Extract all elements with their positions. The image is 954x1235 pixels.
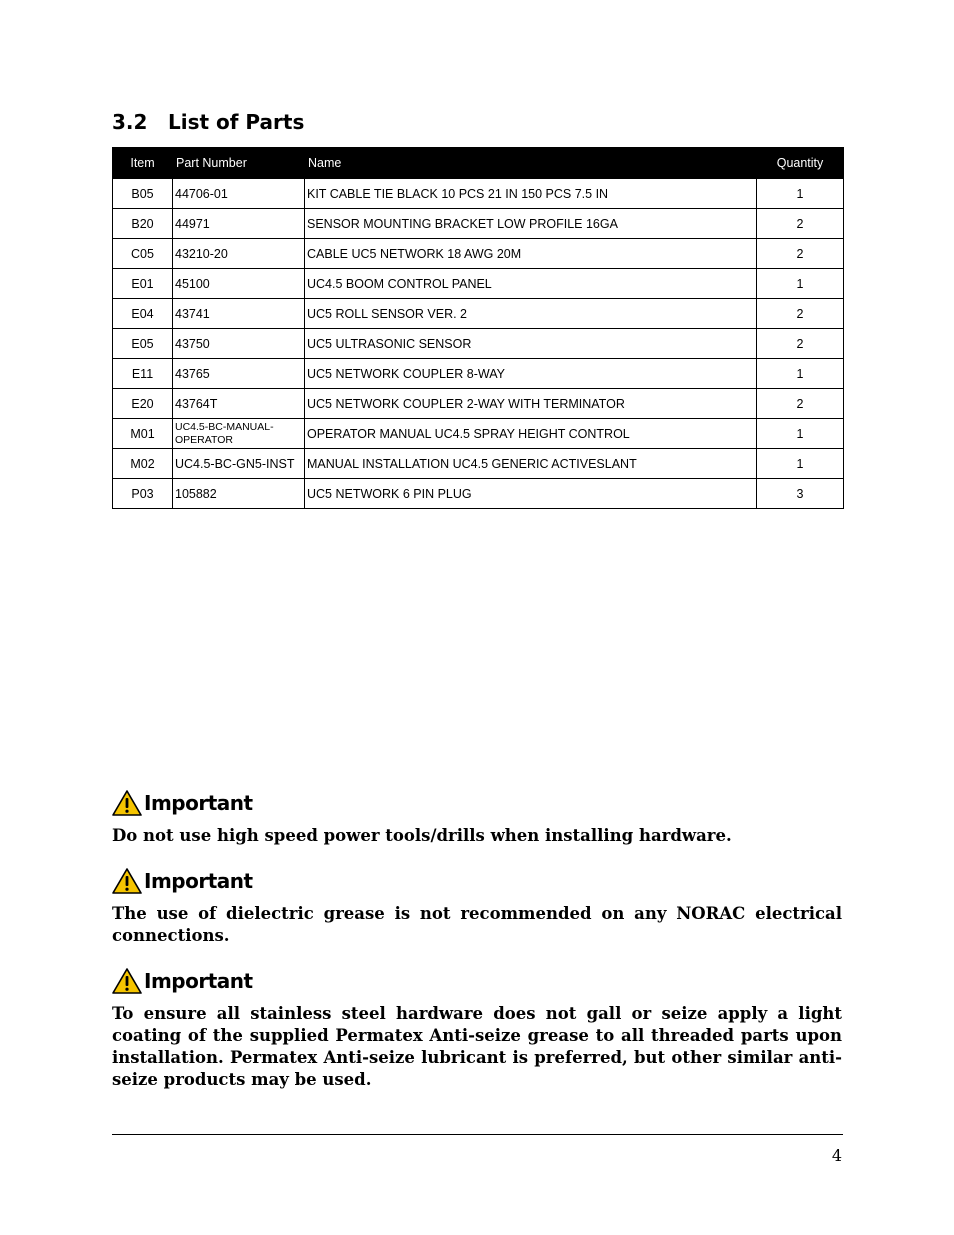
important-notice-1-text: Do not use high speed power tools/drills when installing hardware. [112, 826, 732, 845]
cell-quantity: 2 [757, 209, 844, 239]
cell-name: UC5 ROLL SENSOR VER. 2 [305, 299, 757, 329]
cell-item: P03 [113, 479, 173, 509]
cell-part-number: 105882 [173, 479, 305, 509]
cell-item: E20 [113, 389, 173, 419]
warning-icon [112, 967, 142, 995]
cell-part-number: 43210-20 [173, 239, 305, 269]
table-row [113, 179, 844, 209]
section-title: List of Parts [168, 110, 305, 134]
cell-quantity: 1 [757, 179, 844, 209]
cell-part-number: 43750 [173, 329, 305, 359]
table-row [113, 269, 844, 299]
cell-quantity: 2 [757, 389, 844, 419]
table-row [113, 359, 844, 389]
cell-name: SENSOR MOUNTING BRACKET LOW PROFILE 16GA [305, 209, 757, 239]
cell-name: UC5 ULTRASONIC SENSOR [305, 329, 757, 359]
cell-quantity: 1 [757, 269, 844, 299]
header-item: Item [113, 148, 173, 179]
cell-item: E01 [113, 269, 173, 299]
section-heading [112, 110, 304, 134]
header-part-number: Part Number [173, 148, 305, 179]
table-row [113, 329, 844, 359]
footer-rule [112, 1134, 843, 1135]
cell-item: B20 [113, 209, 173, 239]
cell-name: UC5 NETWORK COUPLER 8-WAY [305, 359, 757, 389]
warning-icon [112, 789, 142, 817]
important-label: Important [144, 969, 253, 993]
important-notice-1-header [112, 789, 253, 817]
header-name: Name [305, 148, 757, 179]
cell-quantity: 2 [757, 239, 844, 269]
cell-part-number: 44971 [173, 209, 305, 239]
cell-name: MANUAL INSTALLATION UC4.5 GENERIC ACTIVESLANT [305, 449, 757, 479]
cell-quantity: 3 [757, 479, 844, 509]
cell-item: B05 [113, 179, 173, 209]
warning-icon [112, 867, 142, 895]
cell-item: E04 [113, 299, 173, 329]
cell-quantity: 1 [757, 359, 844, 389]
cell-name: UC5 NETWORK 6 PIN PLUG [305, 479, 757, 509]
cell-name: UC5 NETWORK COUPLER 2-WAY WITH TERMINATOR [305, 389, 757, 419]
cell-part-number: 43764T [173, 389, 305, 419]
cell-part-number: 43741 [173, 299, 305, 329]
table-row [113, 419, 844, 449]
table-row [113, 479, 844, 509]
table-row [113, 209, 844, 239]
header-quantity: Quantity [757, 148, 844, 179]
page-number: 4 [831, 1146, 842, 1165]
cell-name: OPERATOR MANUAL UC4.5 SPRAY HEIGHT CONTROL [305, 419, 757, 449]
cell-item: M02 [113, 449, 173, 479]
important-notice-2-text: The use of dielectric grease is not recommended on any NORAC electrical connections. [112, 904, 842, 945]
table-header-row [113, 148, 844, 179]
table-row [113, 239, 844, 269]
table-row [113, 449, 844, 479]
important-notice-3-header [112, 967, 253, 995]
cell-name: UC4.5 BOOM CONTROL PANEL [305, 269, 757, 299]
parts-table [112, 147, 844, 509]
cell-part-number: 45100 [173, 269, 305, 299]
cell-part-number: 44706-01 [173, 179, 305, 209]
cell-name: KIT CABLE TIE BLACK 10 PCS 21 IN 150 PCS 7.5 IN [305, 179, 757, 209]
section-number: 3.2 [112, 110, 148, 134]
cell-part-number: 43765 [173, 359, 305, 389]
cell-quantity: 2 [757, 299, 844, 329]
important-notice-2-header [112, 867, 253, 895]
table-row [113, 299, 844, 329]
cell-quantity: 1 [757, 419, 844, 449]
cell-item: E11 [113, 359, 173, 389]
table-row [113, 389, 844, 419]
cell-part-number: UC4.5-BC-MANUAL-OPERATOR [173, 419, 305, 449]
cell-part-number: UC4.5-BC-GN5-INST [173, 449, 305, 479]
cell-name: CABLE UC5 NETWORK 18 AWG 20M [305, 239, 757, 269]
cell-item: E05 [113, 329, 173, 359]
cell-item: M01 [113, 419, 173, 449]
important-label: Important [144, 791, 253, 815]
cell-item: C05 [113, 239, 173, 269]
cell-quantity: 1 [757, 449, 844, 479]
cell-quantity: 2 [757, 329, 844, 359]
important-label: Important [144, 869, 253, 893]
important-notice-3-text: To ensure all stainless steel hardware does not gall or seize apply a light coating of the supplied Permatex Anti-seize grease to all threaded parts upon installation. Permatex Anti-seize lubricant is preferred, but other similar anti-seize products may be used. [112, 1004, 842, 1089]
